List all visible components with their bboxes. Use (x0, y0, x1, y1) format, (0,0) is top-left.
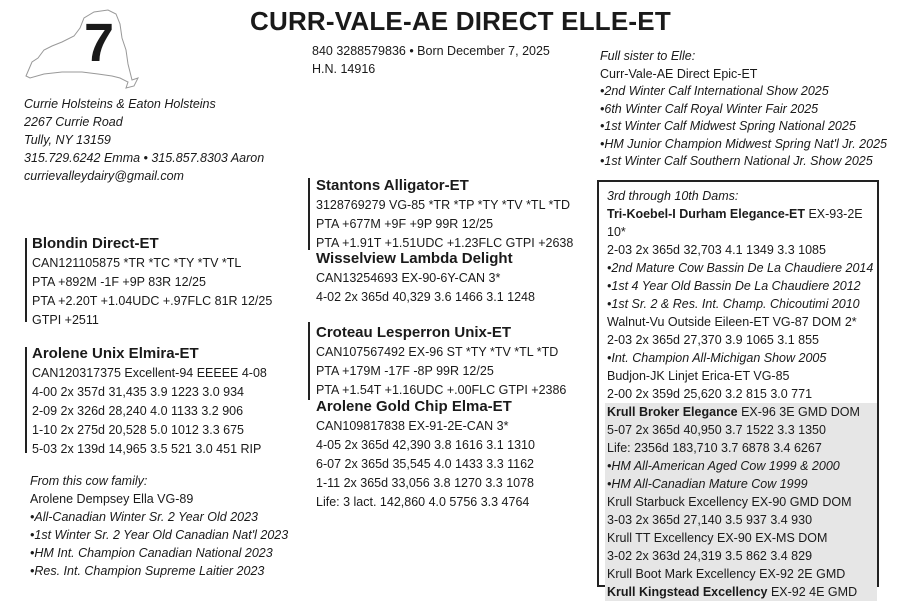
sire-of-dam-line: PTA +179M -17F -8P 99R 12/25 (316, 364, 494, 378)
dam-entry-text: 2-03 2x 365d 32,703 4.1 1349 3.3 1085 (607, 243, 826, 257)
full-sister-award: •6th Winter Calf Royal Winter Fair 2025 (600, 101, 819, 116)
dam-entry (605, 493, 877, 511)
dams-list (607, 205, 877, 601)
full-sister-award: •2nd Winter Calf International Show 2025 (600, 84, 829, 98)
sire-of-sire-line: 3128769279 VG-85 *TR *TP *TY *TV *TL *TD (316, 198, 571, 212)
sire-of-dam-line: PTA +1.54T +1.16UDC +.00FLC GTPI +2386 (316, 383, 567, 397)
dam-entry-text: •HM All-American Aged Cow 1999 & 2000 (607, 459, 840, 473)
dam-entry (607, 259, 877, 277)
sire-of-dam-name: Croteau Lesperron Unix-ET (316, 324, 512, 341)
owner-name: Currie Holsteins & Eaton Holsteins (24, 97, 216, 111)
dam-entry-text: Krull Starbuck Excellency EX-90 GMD DOM (607, 495, 852, 509)
dam-entry-classification: EX-92 4E GMD (767, 585, 858, 599)
dam-entry (605, 583, 877, 601)
registration-info (312, 42, 550, 78)
full-sister-award: •HM Junior Champion Midwest Spring Nat'l Jr. 2025 (600, 136, 887, 151)
full-sister-name: Curr-Vale-AE Direct Epic-ET (600, 66, 758, 81)
family-award: •1st Winter Sr. 2 Year Old Canadian Nat'l 2023 (30, 528, 289, 542)
dam-of-dam-block (316, 397, 535, 512)
cow-family-section (30, 472, 288, 580)
full-sister-section (600, 48, 887, 171)
dam-entry (607, 241, 877, 259)
dam-entry (607, 205, 877, 241)
pedigree-bracket (25, 347, 27, 453)
dam-name: Arolene Unix Elmira-ET (32, 345, 199, 362)
dam-of-dam-lifetime: Life: 3 lact. 142,860 4.0 5756 3.3 4764 (316, 495, 530, 509)
sire-line: PTA +892M -1F +9P 83R 12/25 (32, 275, 206, 289)
dam-of-dam-record: 4-05 2x 365d 42,390 3.8 1616 3.1 1310 (316, 438, 535, 452)
dam-entry (605, 403, 877, 421)
dam-entry (605, 475, 877, 493)
dam-entry-text: •1st 4 Year Old Bassin De La Chaudiere 2012 (607, 279, 861, 293)
dam-of-dam-record: 6-07 2x 365d 35,545 4.0 1433 3.3 1162 (316, 457, 535, 471)
dam-record: 2-09 2x 326d 28,240 4.0 1133 3.2 906 (32, 404, 244, 418)
dam-entry-text: 2-03 2x 365d 27,370 3.9 1065 3.1 855 (607, 333, 819, 347)
page-title: CURR-VALE-AE DIRECT ELLE-ET (250, 6, 671, 36)
family-award: •Res. Int. Champion Supreme Laitier 2023 (30, 564, 265, 578)
owner-email: currievalleydairy@gmail.com (24, 169, 184, 183)
dam-entry-classification: EX-93-2E 10* (607, 207, 863, 239)
dam-entry-text: Krull Kingstead Excellency (607, 585, 768, 599)
dam-entry-text: Budjon-JK Linjet Erica-ET VG-85 (607, 369, 790, 383)
dam-record: 4-00 2x 357d 31,435 3.9 1223 3.0 934 (32, 385, 244, 399)
family-award: •HM Int. Champion Canadian National 2023 (30, 546, 273, 560)
family-heading: From this cow family: (30, 474, 148, 488)
dam-entry-text: •Int. Champion All-Michigan Show 2005 (607, 351, 827, 365)
dam-record: 5-03 2x 139d 14,965 3.5 521 3.0 451 RIP (32, 442, 262, 456)
new-york-state-outline (22, 6, 140, 92)
extended-dams-box (597, 180, 879, 599)
sire-of-sire-name: Stantons Alligator-ET (316, 177, 469, 194)
dam-entry-text: 3-03 2x 365d 27,140 3.5 937 3.4 930 (607, 513, 813, 527)
registration-line: 840 3288579836 • Born December 7, 2025 (312, 44, 550, 58)
dam-entry (607, 349, 877, 367)
owner-contact (24, 95, 264, 185)
pedigree-bracket (308, 322, 310, 400)
sire-of-sire-block (316, 176, 573, 253)
pedigree-bracket (308, 178, 310, 250)
dam-entry-text: Krull TT Excellency EX-90 EX-MS DOM (607, 531, 828, 545)
dam-entry-text: 3-02 2x 363d 24,319 3.5 862 3.4 829 (607, 549, 813, 563)
dam-entry (605, 439, 877, 457)
sire-name: Blondin Direct-ET (32, 235, 159, 252)
sire-line: CAN121105875 *TR *TC *TY *TV *TL (32, 256, 242, 270)
dam-entry (607, 331, 877, 349)
sire-of-sire-line: PTA +677M +9F +9P 99R 12/25 (316, 217, 494, 231)
full-sister-award: •1st Winter Calf Midwest Spring National 2025 (600, 119, 856, 133)
full-sister-award: •1st Winter Calf Southern National Jr. Show 2025 (600, 154, 873, 168)
dam-entry-text: 5-07 2x 365d 40,950 3.7 1522 3.3 1350 (607, 423, 826, 437)
dam-of-sire-record: 4-02 2x 365d 40,329 3.6 1466 3.1 1248 (316, 290, 535, 304)
dam-of-sire-line: CAN13254693 EX-90-6Y-CAN 3* (316, 271, 501, 285)
dam-entry-text: Walnut-Vu Outside Eileen-ET VG-87 DOM 2* (607, 315, 857, 329)
dam-entry-text: Krull Boot Mark Excellency EX-92 2E GMD (607, 567, 846, 581)
herd-number: H.N. 14916 (312, 62, 376, 76)
sire-of-dam-line: CAN107567492 EX-96 ST *TY *TV *TL *TD (316, 345, 559, 359)
dam-entry-text: 2-00 2x 359d 25,620 3.2 815 3.0 771 (607, 387, 813, 401)
lot-number: 7 (84, 13, 115, 73)
dam-entry-text: Krull Broker Elegance (607, 405, 738, 419)
dam-line: CAN120317375 Excellent-94 EEEEE 4-08 (32, 366, 267, 380)
dams-heading: 3rd through 10th Dams: (607, 189, 739, 203)
dam-record: 1-10 2x 275d 20,528 5.0 1012 3.3 675 (32, 423, 244, 437)
pedigree-bracket (25, 238, 27, 322)
dam-block (32, 344, 267, 459)
owner-city: Tully, NY 13159 (24, 133, 111, 147)
dam-of-sire-name: Wisselview Lambda Delight (316, 250, 513, 267)
dam-entry-text: •HM All-Canadian Mature Cow 1999 (607, 477, 808, 491)
dam-of-sire-block (316, 249, 535, 307)
sire-of-sire-line: PTA +1.91T +1.51UDC +1.23FLC GTPI +2638 (316, 236, 574, 250)
dam-entry (605, 421, 877, 439)
dam-entry (605, 565, 877, 583)
dam-entry (605, 547, 877, 565)
family-cow-name: Arolene Dempsey Ella VG-89 (30, 492, 194, 506)
dam-entry (605, 457, 877, 475)
dam-entry-text: Life: 2356d 183,710 3.7 6878 3.4 6267 (607, 441, 822, 455)
dam-entry-text: •2nd Mature Cow Bassin De La Chaudiere 2014 (607, 261, 874, 275)
owner-address: 2267 Currie Road (24, 115, 123, 129)
dam-entry (607, 277, 877, 295)
sire-of-dam-block (316, 323, 566, 400)
dam-of-dam-line: CAN109817838 EX-91-2E-CAN 3* (316, 419, 509, 433)
family-award: •All-Canadian Winter Sr. 2 Year Old 2023 (30, 510, 258, 524)
sire-line: PTA +2.20T +1.04UDC +.97FLC 81R 12/25 (32, 294, 273, 308)
full-sister-heading: Full sister to Elle: (600, 49, 696, 63)
dam-entry-text: Tri-Koebel-I Durham Elegance-ET (607, 207, 805, 221)
dam-entry (605, 511, 877, 529)
dam-entry (607, 385, 877, 403)
sire-block (32, 234, 272, 330)
dam-entry (607, 367, 877, 385)
dam-entry-text: •1st Sr. 2 & Res. Int. Champ. Chicoutimi 2010 (607, 297, 860, 311)
dam-entry (605, 529, 877, 547)
dam-entry-classification: EX-96 3E GMD DOM (737, 405, 860, 419)
dam-entry (607, 313, 877, 331)
dam-of-dam-record: 1-11 2x 365d 33,056 3.8 1270 3.3 1078 (316, 476, 535, 490)
sire-line: GTPI +2511 (32, 313, 99, 327)
dam-entry (607, 295, 877, 313)
owner-phones: 315.729.6242 Emma • 315.857.8303 Aaron (24, 151, 265, 165)
dam-of-dam-name: Arolene Gold Chip Elma-ET (316, 398, 512, 415)
